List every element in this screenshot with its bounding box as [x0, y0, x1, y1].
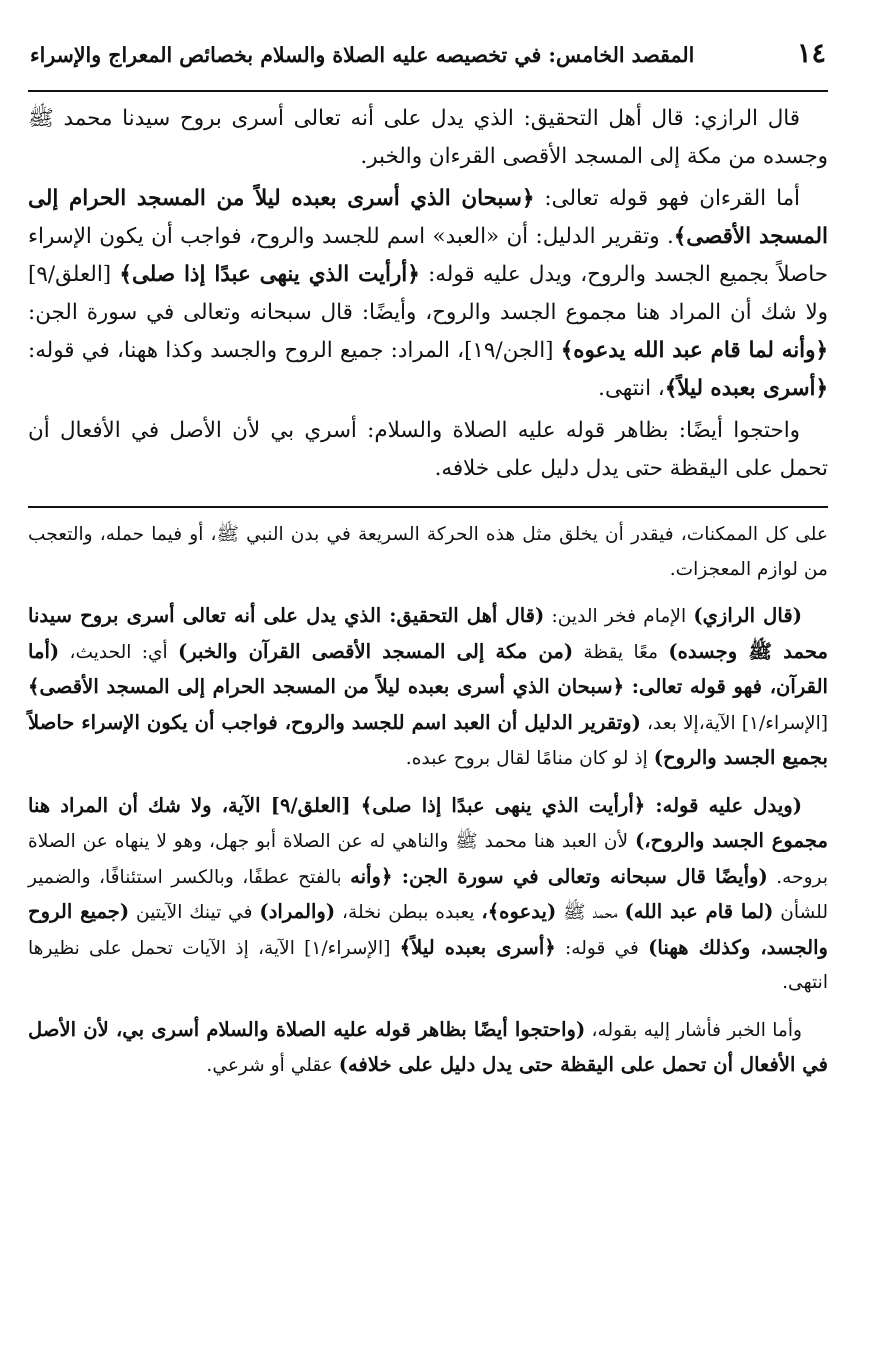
text-run: محمد ﷺ — [556, 902, 625, 923]
text-run: (لما قام عبد الله) — [624, 900, 774, 923]
text-run: (قال الرازي) — [693, 604, 802, 627]
text-run: [الإسراء/١] الآية،إلا بعد، — [640, 712, 829, 734]
commentary-paragraph-4 — [28, 1013, 828, 1084]
text-run: أما القرءان فهو قوله تعالى: — [534, 186, 800, 211]
text-run: (وتقرير الدليل أن العبد اسم للجسد والروح، فواجب أن يكون الإسراء حاصلاً بجميع الجسد والروح) — [28, 710, 828, 769]
main-paragraph-3: واحتجوا أيضًا: بظاهر قوله عليه الصلاة والسلام: أسري بي لأن الأصل في الأفعال أن تحمل على اليقظة حتى يدل دليل على خلافه. — [28, 418, 828, 481]
text-run: (والمراد) — [259, 900, 336, 923]
quran-quote: ﴿أسرى بعبده ليلاً﴾ — [664, 376, 828, 401]
main-paragraph-1: قال الرازي: قال أهل التحقيق: الذي يدل على أنه تعالى أسرى بروح سيدنا محمد ﷺ وجسده من مكة إلى المسجد الأقصى القرءان والخبر. — [28, 106, 828, 169]
quran-quote: ﴿وأنه لما قام عبد الله يدعوه﴾ — [560, 338, 828, 363]
text-run: عقلي أو شرعي. — [206, 1055, 339, 1076]
text-run: لأن العبد هنا محمد ﷺ والناهي له عن الصلاة أبو جهل، وهو لا ينهاه عن الصلاة بروحه. — [28, 831, 828, 888]
chapter-title: المقصد الخامس: في تخصيصه عليه الصلاة والسلام بخصائص المعراج والإسراء — [30, 43, 695, 67]
text-run: يعبده ببطن نخلة، — [335, 902, 482, 923]
main-paragraph-2 — [28, 180, 828, 408]
commentary-paragraph-1: على كل الممكنات، فيقدر أن يخلق مثل هذه الحركة السريعة في بدن النبي ﷺ، أو فيما حمله، والتعجب من لوازم المعجزات. — [28, 524, 828, 580]
text-run: (جميع الروح والجسد، وكذلك ههنا) — [28, 900, 829, 959]
text-run: وأما الخبر فأشار إليه بقوله، — [585, 1019, 802, 1041]
running-head — [28, 38, 828, 92]
commentary-paragraph-2 — [28, 599, 828, 777]
text-run: في تينك الآيتين — [129, 902, 260, 923]
quran-quote: ﴿أسرى بعبده ليلاً﴾ — [399, 935, 556, 959]
text-run: (أما القرآن، فهو قوله تعالى: ﴿سبحان الذي أسرى بعبده ليلاً من المسجد الحرام إلى المسجد الأقصى﴾ — [28, 639, 828, 698]
text-run: (قال أهل التحقيق: الذي يدل على أنه تعالى أسرى بروح سيدنا محمد ﷺ وجسده) — [28, 604, 828, 663]
text-run: [العلق/٩] ولا شك أن المراد هنا مجموع الجسد والروح، وأيضًا: قال سبحانه وتعالى في سورة الجن: — [28, 262, 828, 325]
text-run: بالفتح عطفًا، وبالكسر استئنافًا، والضمير للشأن — [28, 866, 828, 923]
text-run: . وتقرير الدليل: أن «العبد» اسم للجسد والروح، فواجب أن يكون الإسراء حاصلاً بجميع الجسد والروح، ويدل عليه قوله: — [28, 224, 829, 287]
main-text — [28, 100, 828, 488]
commentary-text — [28, 518, 828, 1084]
commentary-paragraph-3 — [28, 789, 828, 1001]
text-run: (ويدل عليه قوله: ﴿أرأيت الذي ينهى عبدًا إذا صلى﴾ [العلق/٩] الآية، ولا شك أن المراد هنا مجموع الجسد والروح،) — [28, 793, 828, 852]
text-run: [الإسراء/١] الآية، إذ الآيات تحمل على نظيرها انتهى. — [28, 937, 828, 993]
text-run: (واحتجوا أيضًا بظاهر قوله عليه الصلاة والسلام أسرى بي، لأن الأصل في الأفعال أن تحمل على اليقظة حتى يدل دليل على خلافه) — [28, 1017, 828, 1076]
text-run: (يدعوه﴾، — [481, 900, 557, 923]
footnote-separator — [28, 506, 828, 508]
text-run: (من مكة إلى المسجد الأقصى القرآن والخبر) — [177, 639, 574, 663]
text-run: في قوله: — [555, 937, 649, 959]
book-page — [28, 38, 828, 1084]
text-run: ، انتهى. — [598, 376, 665, 401]
quran-quote: ﴿سبحان الذي أسرى بعبده ليلاً من المسجد الحرام إلى المسجد الأقصى﴾ — [28, 186, 828, 249]
text-run: معًا يقظة — [573, 641, 669, 663]
text-run: أي: الحديث، — [59, 641, 178, 663]
text-run: إذ لو كان منامًا لقال بروح عبده. — [405, 748, 654, 769]
text-run: الإمام فخر الدين: — [544, 606, 694, 627]
text-run: [الجن/١٩]، المراد: جميع الروح والجسد وكذا ههنا، في قوله: — [28, 338, 561, 363]
quran-quote: ﴿أرأيت الذي ينهى عبدًا إذا صلى﴾ — [119, 262, 420, 287]
text-run: (وأيضًا قال سبحانه وتعالى في سورة الجن: ﴿وأنه — [350, 864, 768, 888]
page-number: ١٤ — [796, 38, 826, 69]
